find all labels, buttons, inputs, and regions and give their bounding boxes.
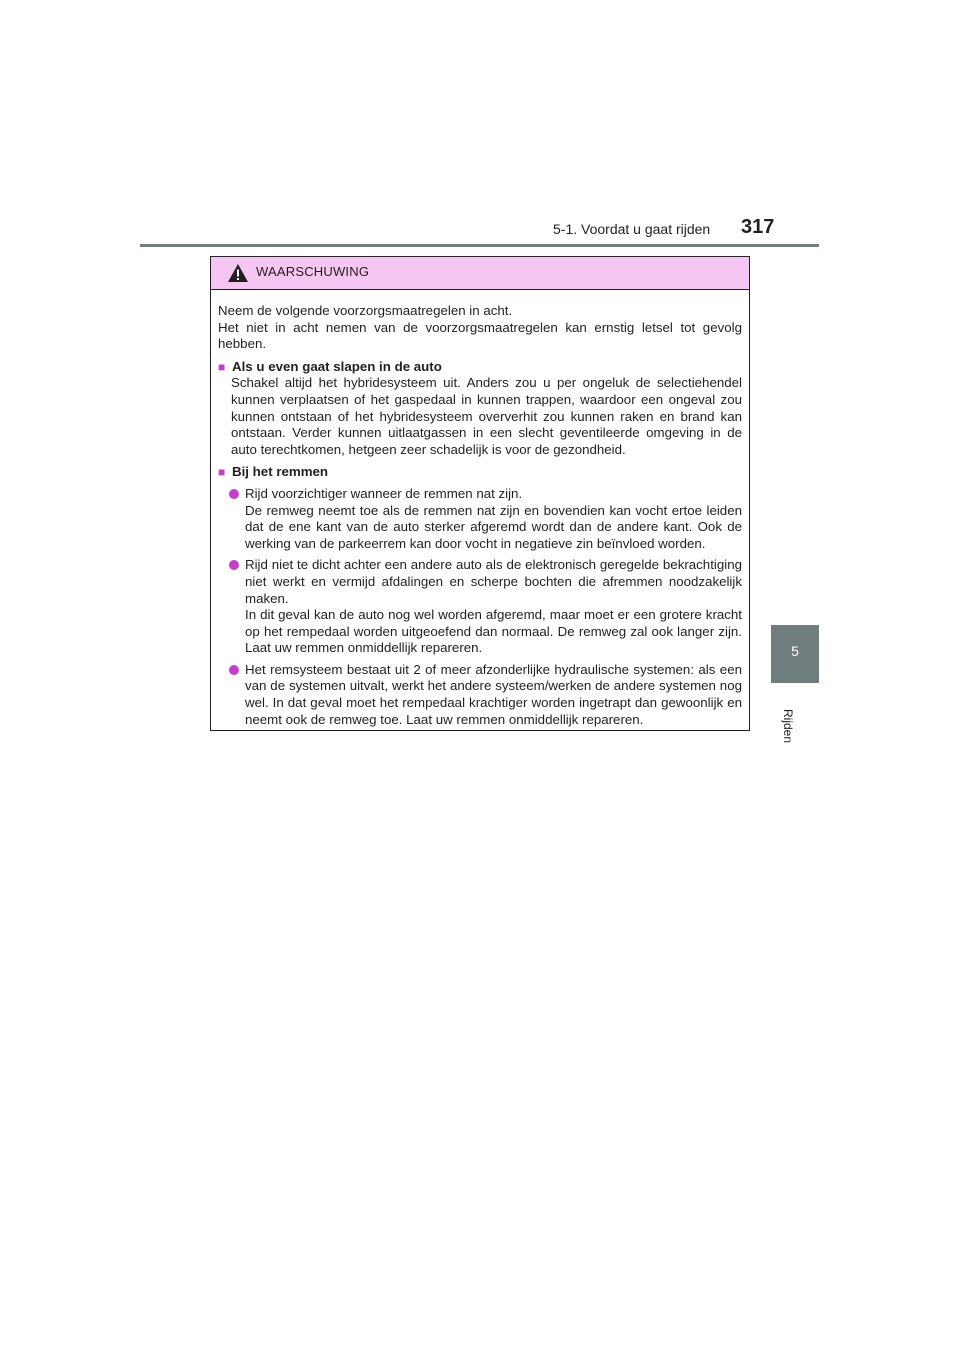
- list-item-line: De remweg neemt toe als de remmen nat zijn en bovendien kan vocht ertoe leiden dat de ene kant van de auto sterker afgeremd wordt dan de andere kant. Ook de werking van de parkeerrem kan door vocht in negatieve zin beïnvloed worden.: [245, 502, 742, 551]
- list-item: [229, 486, 742, 552]
- list-item-text: [245, 662, 742, 728]
- list-item-text: [245, 486, 742, 552]
- list-item-line: Rijd voorzichtiger wanneer de remmen nat zijn.: [245, 485, 523, 501]
- section-heading: [218, 359, 742, 376]
- warning-section: [218, 359, 742, 459]
- warning-header: [211, 257, 749, 290]
- square-bullet-icon: ■: [218, 359, 226, 374]
- warning-section: [218, 464, 742, 728]
- round-bullet-icon: [229, 489, 239, 499]
- list-item-line: Het remsysteem bestaat uit 2 of meer afzonderlijke hydraulische systemen: als een van de systemen uitvalt, werkt het andere systeem/werken de andere systemen nog wel. In dat geval moet het rempedaal krachtiger worden ingetrapt dan gewoonlijk en neemt ook de remweg toe. Laat uw remmen onmiddellijk repareren.: [245, 661, 742, 727]
- page-number: 317: [741, 216, 775, 238]
- section-title: 5-1. Voordat u gaat rijden: [553, 221, 711, 237]
- warning-intro: Het niet in acht nemen van de voorzorgsmaatregelen kan ernstig letsel tot gevolg hebben.: [218, 319, 742, 352]
- list-item: [229, 557, 742, 657]
- warning-box: [210, 256, 750, 731]
- section-heading-text: Bij het remmen: [232, 464, 329, 480]
- list-item-text: [245, 557, 742, 657]
- header-divider: [140, 244, 819, 247]
- bullet-list: [218, 486, 742, 728]
- list-item: [229, 662, 742, 728]
- warning-title: WAARSCHUWING: [256, 264, 370, 279]
- chapter-tab[interactable]: [771, 625, 819, 683]
- square-bullet-icon: ■: [218, 465, 226, 480]
- warning-intro: Neem de volgende voorzorgsmaatregelen in acht.: [218, 303, 513, 318]
- list-item-line: In dit geval kan de auto nog wel worden afgeremd, maar moet er een grotere kracht op het rempedaal worden uitgeoefend dan normaal. De remweg zal ook langer zijn. Laat uw remmen onmiddellijk repareren.: [245, 607, 742, 656]
- round-bullet-icon: [229, 665, 239, 675]
- section-heading-text: Als u even gaat slapen in de auto: [232, 358, 442, 374]
- section-text: Schakel altijd het hybridesysteem uit. Anders zou u per ongeluk de selectiehendel kunnen verplaatsen of het gaspedaal in kunnen trappen, waardoor een ongeval zou kunnen ontstaan of het hybridesysteem oververhit zou kunnen raken en brand kan ontstaan. Verder kunnen uitlaatgassen in een slecht geventileerde omgeving in de auto terechtkomen, hetgeen zeer schadelijk is voor de gezondheid.: [231, 375, 742, 457]
- section-heading: [218, 464, 742, 481]
- round-bullet-icon: [229, 560, 239, 570]
- chapter-number: 5: [791, 643, 799, 659]
- list-item-line: Rijd niet te dicht achter een andere auto als de elektronisch geregelde bekrachtiging niet werkt en vermijd afdalingen en scherpe bochten die afremmen noodzakelijk maken.: [245, 557, 742, 606]
- warning-triangle-icon: [227, 263, 249, 283]
- warning-body: [211, 290, 749, 728]
- chapter-label: Rijden: [781, 709, 795, 744]
